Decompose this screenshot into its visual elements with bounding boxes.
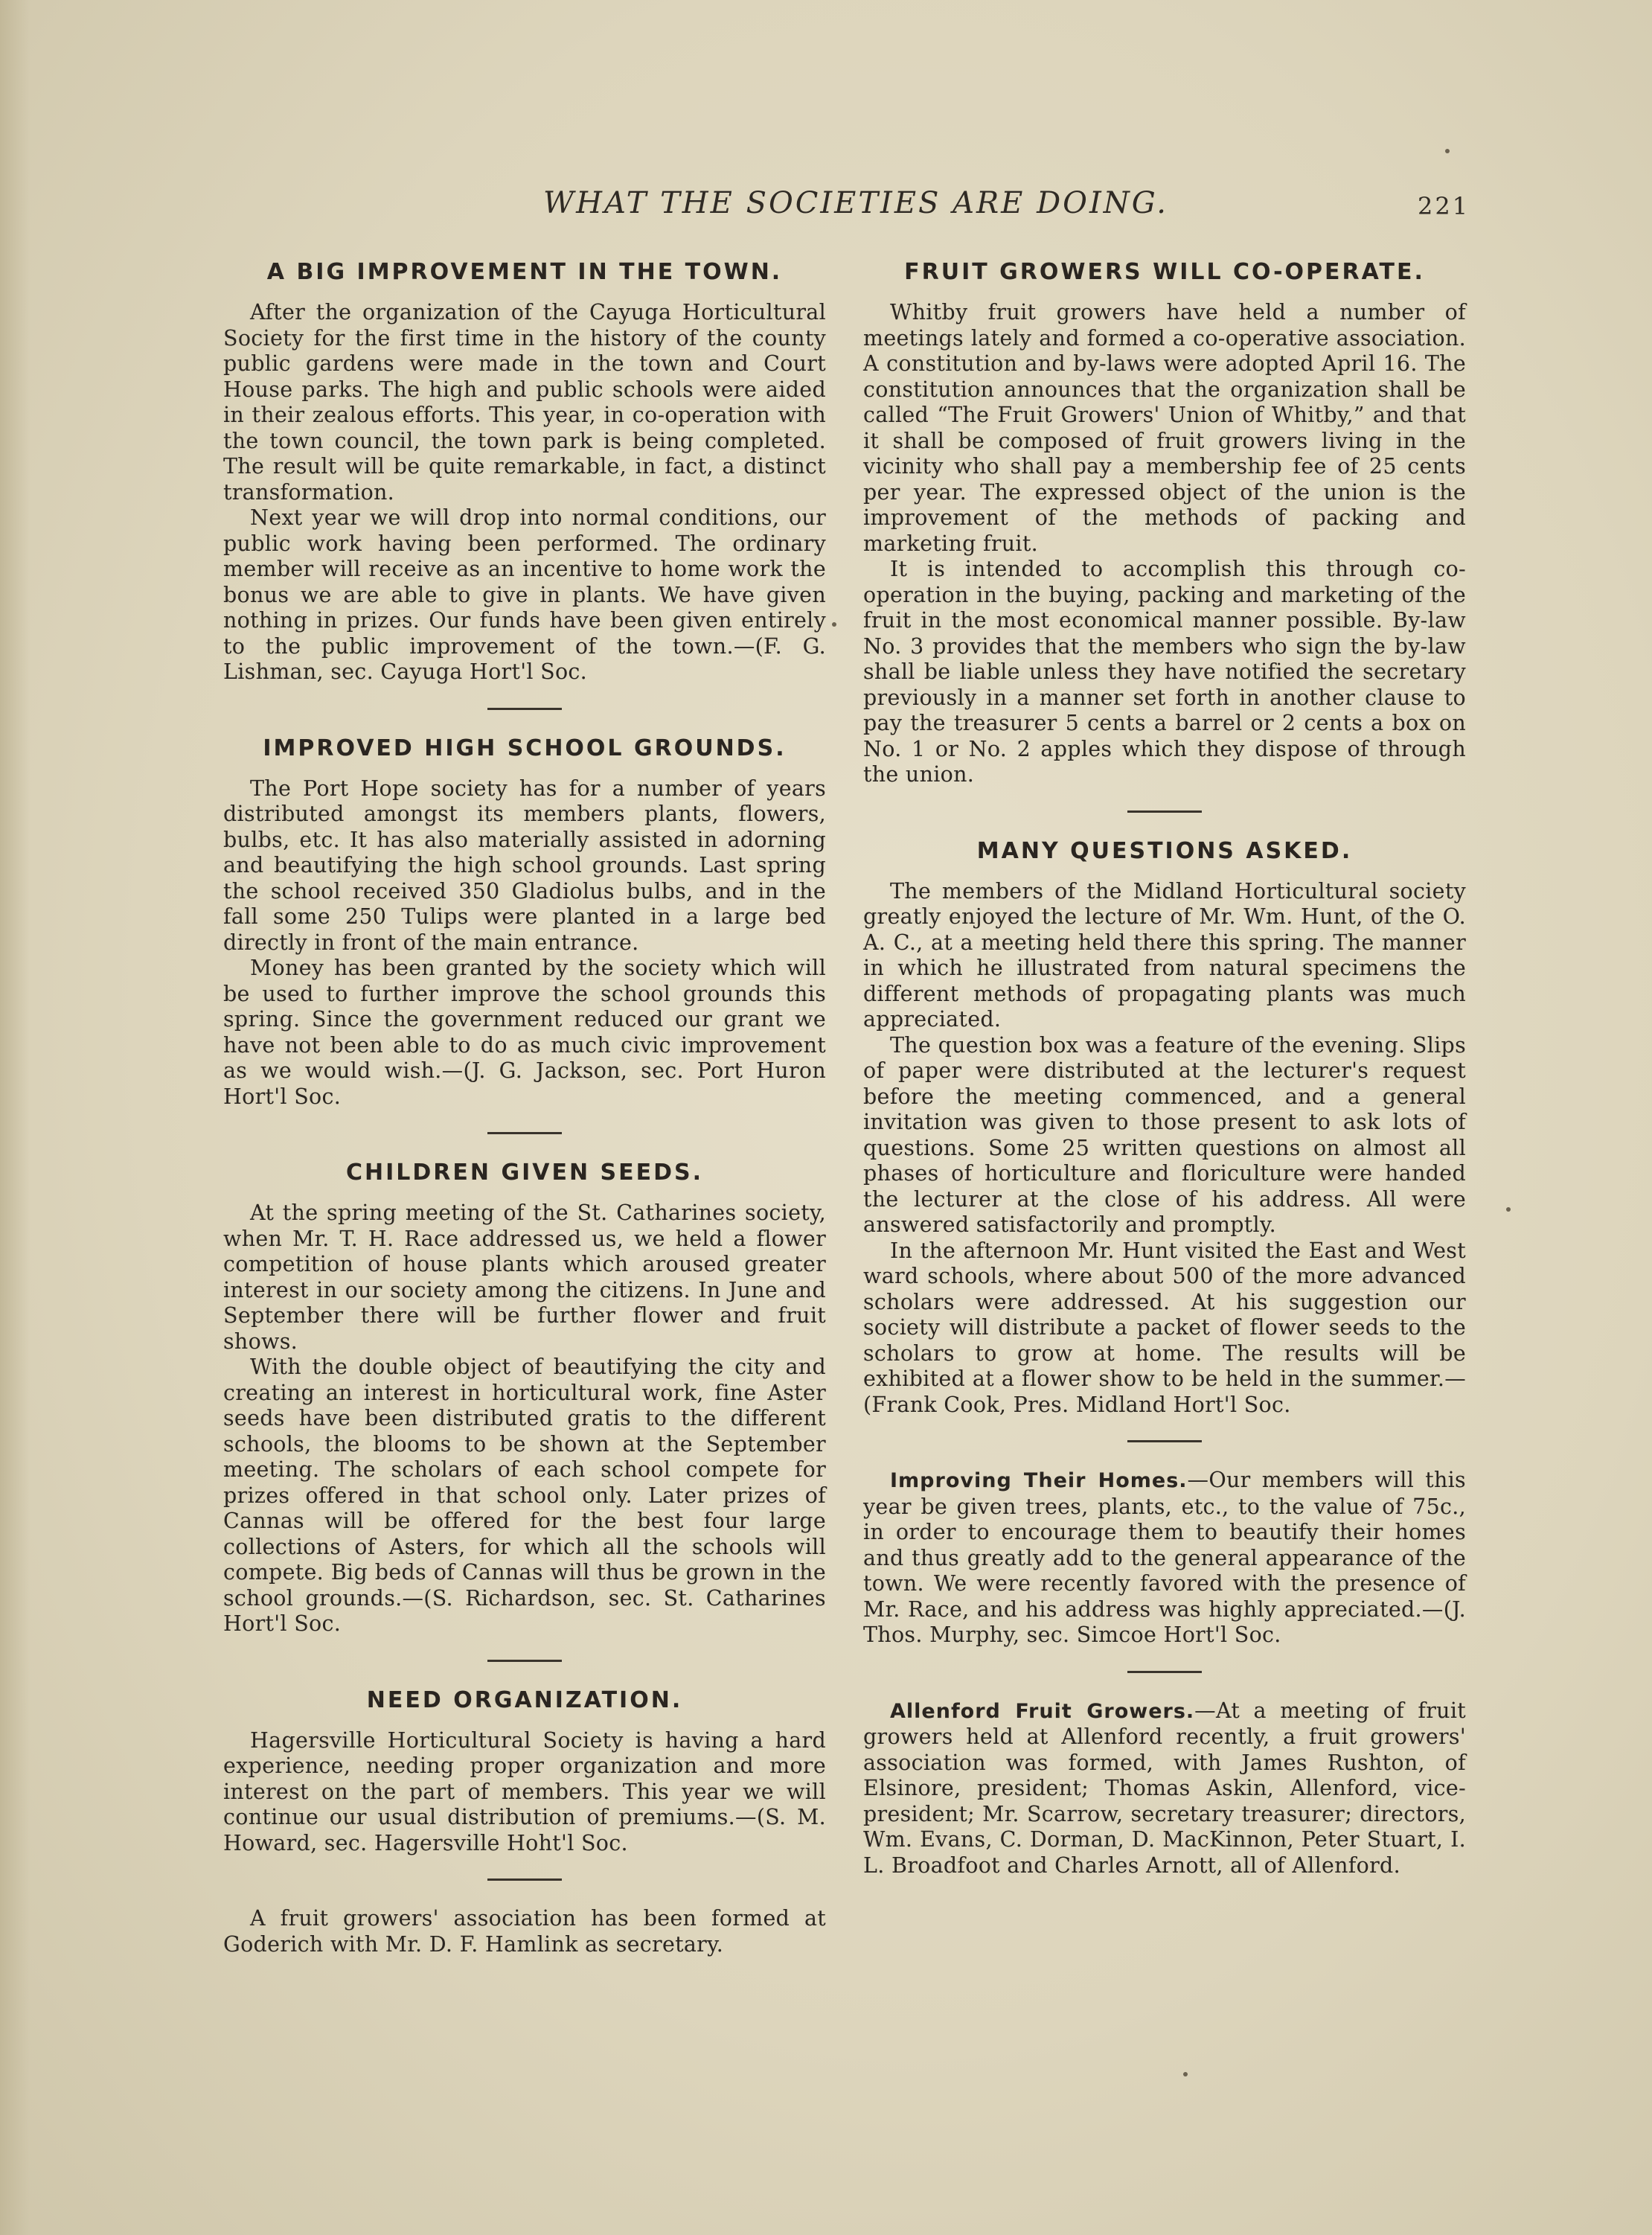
section-divider bbox=[1127, 810, 1202, 813]
article-paragraph: It is intended to accomplish this through co-operation in the buying, packing and marketing of the fruit in the most economical manner possible. By-law No. 3 provides that the members who sign the by-law shall be liable unless they have notified the secretary previously in a manner set forth in another clause to pay the treasurer 5 cents a barrel or 2 cents a box on No. 1 or No. 2 apples which they dispose of through the union. bbox=[863, 557, 1466, 787]
page-number: 221 bbox=[1418, 192, 1470, 220]
article-paragraph: With the double object of beautifying the city and creating an interest in horticultural work, fine Aster seeds have been distributed gratis to the different schools, the blooms to be shown at the September meeting. The scholars of each school compete for prizes offered in that school only. Later prizes of Cannas will be offered for the best four large collections of Asters, for which all the schools will compete. Big beds of Cannas will thus be grown in the school grounds.—(S. Richardson, sec. St. Catharines Hort'l Soc. bbox=[223, 1355, 826, 1636]
article-title: MANY QUESTIONS ASKED. bbox=[976, 837, 1353, 864]
article-need-organization bbox=[223, 1687, 826, 1857]
running-head: WHAT THE SOCIETIES ARE DOING. bbox=[543, 186, 1168, 220]
article-high-school-grounds bbox=[223, 735, 826, 1110]
article-paragraph: The question box was a feature of the evening. Slips of paper were distributed at the lecturer's request before the meeting commenced, and a general invitation was given to those present to ask lots of questions. Some 25 written questions on almost all phases of horticulture and floriculture were handed the lecturer at the close of his address. All were answered satisfactorily and promptly. bbox=[863, 1032, 1466, 1237]
run-in-heading: Allenford Fruit Growers. bbox=[890, 1699, 1195, 1723]
section-divider bbox=[487, 1132, 562, 1134]
left-column bbox=[223, 259, 826, 1957]
article-paragraph bbox=[863, 1468, 1466, 1649]
article-paragraph: Money has been granted by the society which will be used to further improve the school grounds this spring. Since the government reduced our grant we have not been able to do as much civic improvement as we would wish.—(J. G. Jackson, sec. Port Huron Hort'l Soc. bbox=[223, 956, 826, 1109]
paper-speck bbox=[832, 622, 836, 627]
article-title: FRUIT GROWERS WILL CO-OPERATE. bbox=[904, 259, 1425, 285]
article-paragraph: At the spring meeting of the St. Catharines society, when Mr. T. H. Race addressed us, we held a flower competition of house plants which aroused greater interest in our society among the citizens. In June and September there will be further flower and fruit shows. bbox=[223, 1200, 826, 1354]
article-allenford-growers bbox=[863, 1698, 1466, 1879]
section-divider bbox=[1127, 1440, 1202, 1442]
section-divider bbox=[1127, 1671, 1202, 1673]
article-paragraph bbox=[863, 1698, 1466, 1879]
article-paragraph: In the afternoon Mr. Hunt visited the East and West ward schools, where about 500 of the more advanced scholars were addressed. At his suggestion our society will distribute a packet of flower seeds to the scholars to grow at home. The results will be exhibited at a flower show to be held in the summer.—(Frank Cook, Pres. Midland Hort'l Soc. bbox=[863, 1238, 1466, 1417]
page-binding-shadow bbox=[0, 0, 30, 2235]
article-paragraph: A fruit growers' association has been formed at Goderich with Mr. D. F. Hamlink as secretary. bbox=[223, 1906, 826, 1957]
article-paragraph: Hagersville Horticultural Society is having a hard experience, needing proper organization and more interest on the part of members. This year we will continue our usual distribution of premiums.—(S. M. Howard, sec. Hagersville Hoht'l Soc. bbox=[223, 1727, 826, 1855]
article-paragraph: The Port Hope society has for a number of years distributed amongst its members plants, flowers, bulbs, etc. It has also materially assisted in adorning and beautifying the high school grounds. Last spring the school received 350 Gladiolus bulbs, and in the fall some 250 Tulips were planted in a large bed directly in front of the main entrance. bbox=[223, 776, 826, 955]
article-fruit-growers-cooperate bbox=[863, 259, 1466, 788]
paper-speck bbox=[1445, 149, 1450, 153]
section-divider bbox=[487, 1660, 562, 1662]
article-improving-homes bbox=[863, 1468, 1466, 1649]
article-many-questions bbox=[863, 838, 1466, 1419]
article-paragraph: The members of the Midland Horticultural society greatly enjoyed the lecture of Mr. Wm. Hunt, of the O. A. C., at a meeting held there this spring. The manner in which he illustrated from natural specimens the different methods of propagating plants was much appreciated. bbox=[863, 878, 1466, 1032]
article-title: IMPROVED HIGH SCHOOL GROUNDS. bbox=[263, 735, 787, 761]
paper-speck bbox=[1506, 1207, 1511, 1212]
run-in-heading: Improving Their Homes. bbox=[890, 1469, 1188, 1492]
section-divider bbox=[487, 708, 562, 710]
article-children-given-seeds bbox=[223, 1160, 826, 1637]
paragraph-text: —Our members will this year be given trees, plants, etc., to the value of 75c., in order to encourage them to beautify their homes and thus greatly add to the general appearance of the town. We were recently favored with the presence of Mr. Race, and his address was highly appreciated.—(J. Thos. Murphy, sec. Simcoe Hort'l Soc. bbox=[863, 1468, 1466, 1647]
article-goderich-note bbox=[223, 1906, 826, 1957]
paper-speck bbox=[1183, 2072, 1188, 2076]
section-divider bbox=[487, 1879, 562, 1881]
right-column bbox=[863, 259, 1466, 1879]
article-paragraph: After the organization of the Cayuga Horticultural Society for the first time in the history of the county public gardens were made in the town and Court House parks. The high and public schools were aided in their zealous efforts. This year, in co-operation with the town council, the town park is being completed. The result will be quite remarkable, in fact, a distinct transformation. bbox=[223, 300, 826, 505]
article-big-improvement bbox=[223, 259, 826, 685]
article-title: CHILDREN GIVEN SEEDS. bbox=[346, 1160, 703, 1186]
article-title: A BIG IMPROVEMENT IN THE TOWN. bbox=[266, 259, 783, 285]
paragraph-text: —At a meeting of fruit growers held at Allenford recently, a fruit growers' association was formed, with James Rushton, of Elsinore, president; Thomas Askin, Allenford, vice-president; Mr. Scarrow, secretary treasurer; directors, Wm. Evans, C. Dorman, D. MacKinnon, Peter Stuart, I. L. Broadfoot and Charles Arnott, all of Allenford. bbox=[863, 1698, 1466, 1878]
article-title: NEED ORGANIZATION. bbox=[366, 1686, 683, 1713]
article-paragraph: Next year we will drop into normal conditions, our public work having been performed. The ordinary member will receive as an incentive to home work the bonus we are able to give in plants. We have given nothing in prizes. Our funds have been given entirely to the public improvement of the town.—(F. G. Lishman, sec. Cayuga Hort'l Soc. bbox=[223, 505, 826, 684]
article-paragraph: Whitby fruit growers have held a number of meetings lately and formed a co-operative association. A constitution and by-laws were adopted April 16. The constitution announces that the organization shall be called “The Fruit Growers' Union of Whitby,” and that it shall be composed of fruit growers living in the vicinity who shall pay a membership fee of 25 cents per year. The expressed object of the union is the improvement of the methods of packing and marketing fruit. bbox=[863, 300, 1466, 556]
